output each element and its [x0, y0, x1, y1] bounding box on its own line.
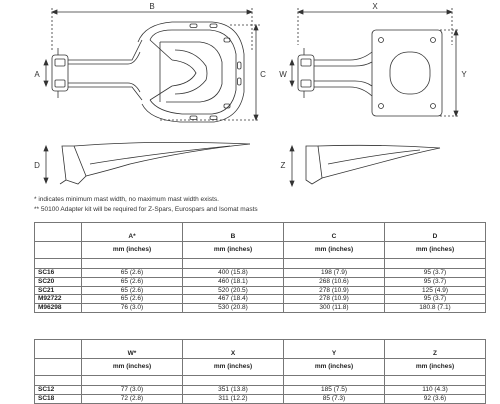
unit-header: mm (inches) — [82, 359, 183, 376]
model-name: SC18 — [35, 394, 82, 403]
table-corner-cell — [35, 223, 82, 242]
table-row — [35, 269, 486, 278]
technical-drawings — [0, 0, 500, 200]
table-row — [35, 394, 486, 403]
table-cell: 467 (18.4) — [183, 295, 284, 304]
dimension-label-c: C — [260, 70, 266, 79]
table-cell: 520 (20.5) — [183, 286, 284, 295]
column-header-z: Z — [385, 340, 486, 359]
table-cell: 110 (4.3) — [385, 386, 486, 395]
table-row — [35, 286, 486, 295]
column-header-x: X — [183, 340, 284, 359]
table-cell: 400 (15.8) — [183, 269, 284, 278]
table-unit-row — [35, 242, 486, 259]
table-cell: 530 (20.8) — [183, 304, 284, 313]
table-cell: 85 (7.3) — [284, 394, 385, 403]
table-cell: 95 (3.7) — [385, 269, 486, 278]
table-corner-cell — [35, 340, 82, 359]
note-adapter-kit: ** 50100 Adapter kit will be required for Z-Spars, Eurospars and Isomat masts — [34, 206, 258, 213]
table-row — [35, 386, 486, 395]
table-cell: 311 (12.2) — [183, 394, 284, 403]
table-row — [35, 304, 486, 313]
column-header-b: B — [183, 223, 284, 242]
model-name: SC21 — [35, 286, 82, 295]
table-spacer-row — [35, 259, 486, 269]
left-side-view — [44, 142, 250, 184]
table-cell: 268 (10.6) — [284, 277, 385, 286]
table-cell: 95 (3.7) — [385, 277, 486, 286]
note-min-mast-width: * indicates minimum mast width, no maximum mast width exists. — [34, 196, 219, 203]
table-cell: 65 (2.6) — [82, 277, 183, 286]
dimension-label-x: X — [372, 2, 378, 11]
table-cell: 278 (10.9) — [284, 286, 385, 295]
table-row — [35, 295, 486, 304]
dimension-label-w: W — [279, 70, 287, 79]
unit-header: mm (inches) — [82, 242, 183, 259]
table-unit-row — [35, 359, 486, 376]
table-cell: 65 (2.6) — [82, 286, 183, 295]
table-cell: 300 (11.8) — [284, 304, 385, 313]
dimension-label-d: D — [34, 161, 40, 170]
unit-header: mm (inches) — [385, 359, 486, 376]
table-cell: 77 (3.0) — [82, 386, 183, 395]
column-header-w: W* — [82, 340, 183, 359]
model-name: M96298 — [35, 304, 82, 313]
model-name: SC16 — [35, 269, 82, 278]
model-name: M92722 — [35, 295, 82, 304]
unit-header: mm (inches) — [183, 359, 284, 376]
table-cell: 92 (3.6) — [385, 394, 486, 403]
spec-table-sc-series — [34, 222, 486, 313]
model-name: SC12 — [35, 386, 82, 395]
table-row — [35, 277, 486, 286]
table-spacer-row — [35, 376, 486, 386]
table-corner-cell — [35, 359, 82, 376]
dimension-label-a: A — [34, 70, 40, 79]
right-side-view — [290, 145, 440, 186]
table-corner-cell — [35, 242, 82, 259]
table-cell: 278 (10.9) — [284, 295, 385, 304]
table-cell: 351 (13.8) — [183, 386, 284, 395]
table-cell: 72 (2.8) — [82, 394, 183, 403]
right-top-view — [290, 8, 460, 116]
table-cell: 460 (18.1) — [183, 277, 284, 286]
table-cell: 76 (3.0) — [82, 304, 183, 313]
table-cell: 65 (2.6) — [82, 295, 183, 304]
model-name: SC20 — [35, 277, 82, 286]
table-cell: 95 (3.7) — [385, 295, 486, 304]
column-header-c: C — [284, 223, 385, 242]
unit-header: mm (inches) — [284, 242, 385, 259]
dimension-label-z: Z — [280, 161, 286, 170]
table-cell: 125 (4.9) — [385, 286, 486, 295]
table-cell: 198 (7.9) — [284, 269, 385, 278]
table-header-row — [35, 223, 486, 242]
unit-header: mm (inches) — [183, 242, 284, 259]
table-cell: 185 (7.5) — [284, 386, 385, 395]
dimension-label-b: B — [149, 2, 155, 11]
table-cell: 180.8 (7.1) — [385, 304, 486, 313]
unit-header: mm (inches) — [385, 242, 486, 259]
column-header-d: D — [385, 223, 486, 242]
unit-header: mm (inches) — [284, 359, 385, 376]
dimension-label-y: Y — [461, 70, 467, 79]
table-header-row — [35, 340, 486, 359]
spec-table-sc12-sc18 — [34, 339, 486, 404]
column-header-y: Y — [284, 340, 385, 359]
table-cell: 65 (2.6) — [82, 269, 183, 278]
column-header-a: A* — [82, 223, 183, 242]
left-top-view — [44, 8, 260, 122]
